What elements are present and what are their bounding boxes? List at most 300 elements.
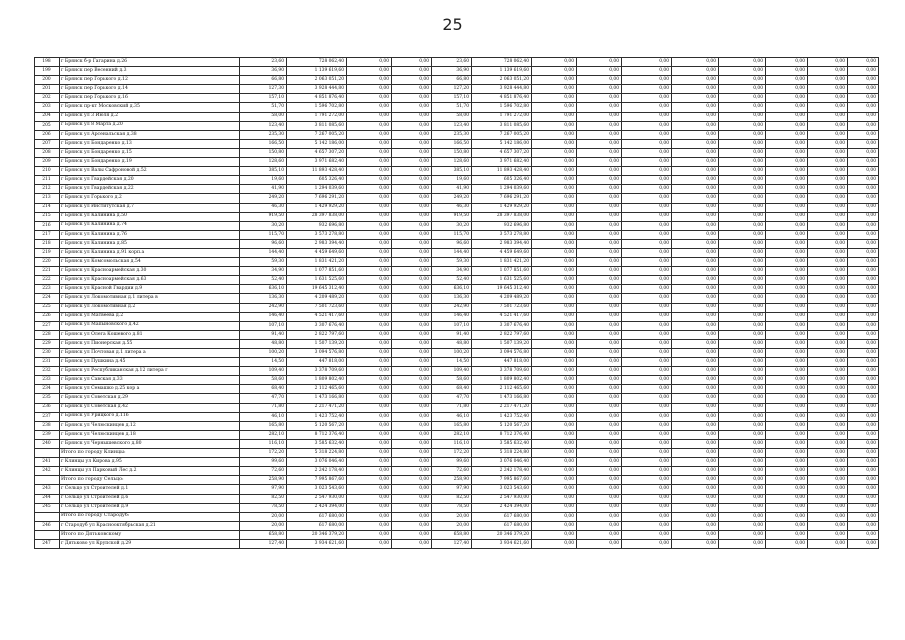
value-cell: 0,00 (672, 94, 719, 103)
address-cell: г Сельцо ул Строителей д.6 (60, 494, 240, 503)
value-cell: 127,30 (240, 85, 287, 94)
value-cell: 0,00 (808, 467, 848, 476)
value-cell: 0,00 (392, 376, 432, 385)
value-cell: 0,00 (719, 467, 766, 476)
value-cell: 0,00 (622, 412, 672, 421)
value-cell: 0,00 (622, 76, 672, 85)
value-cell: 0,00 (532, 276, 577, 285)
value-cell: 3 023 543,60 (472, 485, 532, 494)
value-cell: 4 657 307,20 (472, 148, 532, 157)
address-cell: г Сельцо ул Строителей д.9 (60, 503, 240, 512)
address-cell: г Брянск ул Челюскинцев д.18 (60, 430, 240, 439)
value-cell: 0,00 (347, 485, 392, 494)
row-number-cell: 234 (35, 385, 60, 394)
value-cell: 0,00 (719, 94, 766, 103)
value-cell: 0,00 (766, 85, 808, 94)
row-number-cell: 241 (35, 458, 60, 467)
row-number-cell: 243 (35, 485, 60, 494)
subtotal-label: Итого по городу Стародуб: (60, 512, 240, 521)
value-cell: 0,00 (766, 103, 808, 112)
value-cell: 0,00 (766, 485, 808, 494)
value-cell: 0,00 (808, 103, 848, 112)
address-cell: г Брянск ул Урицкого д.116 (60, 412, 240, 421)
value-cell: 0,00 (347, 285, 392, 294)
value-cell: 0,00 (766, 539, 808, 548)
address-cell: г Брянск ул Мапыновского д.42 (60, 321, 240, 330)
row-number-cell: 228 (35, 330, 60, 339)
address-cell: г Брянск пер Горького д.16 (60, 94, 240, 103)
value-cell: 7 501 723,60 (287, 303, 347, 312)
table-row (35, 439, 879, 448)
value-cell: 0,00 (347, 467, 392, 476)
address-cell: г Брянск ул Олега Кошевого д.81 (60, 330, 240, 339)
row-number-cell: 237 (35, 412, 60, 421)
value-cell: 0,00 (719, 312, 766, 321)
value-cell: 0,00 (766, 339, 808, 348)
row-number-cell: 245 (35, 503, 60, 512)
value-cell: 919,50 (240, 212, 287, 221)
value-cell: 0,00 (672, 276, 719, 285)
value-cell: 19,60 (432, 176, 472, 185)
value-cell: 3 307 676,40 (472, 321, 532, 330)
value-cell: 19 645 312,40 (472, 285, 532, 294)
table-row (35, 85, 879, 94)
value-cell: 0,00 (766, 376, 808, 385)
value-cell: 0,00 (848, 521, 879, 530)
value-cell: 128,60 (240, 158, 287, 167)
value-cell: 0,00 (766, 330, 808, 339)
value-cell: 3 076 046,40 (472, 458, 532, 467)
row-number-cell: 213 (35, 194, 60, 203)
value-cell: 0,00 (766, 503, 808, 512)
value-cell: 0,00 (347, 503, 392, 512)
value-cell: 11 893 428,40 (472, 167, 532, 176)
value-cell: 30,20 (240, 221, 287, 230)
value-cell: 0,00 (719, 321, 766, 330)
value-cell: 0,00 (392, 521, 432, 530)
value-cell: 0,00 (808, 258, 848, 267)
value-cell: 0,00 (577, 485, 622, 494)
value-cell: 0,00 (622, 67, 672, 76)
value-cell: 58,00 (240, 112, 287, 121)
value-cell: 0,00 (532, 267, 577, 276)
value-cell: 0,00 (577, 494, 622, 503)
value-cell: 0,00 (532, 121, 577, 130)
value-cell: 3 971 682,40 (472, 158, 532, 167)
address-cell: г Брянск ул Красноармейская д.30 (60, 267, 240, 276)
value-cell: 0,00 (532, 103, 577, 112)
value-cell: 4 459 649,60 (472, 248, 532, 257)
address-cell: г Брянск ул Матвеева д.2 (60, 312, 240, 321)
value-cell: 0,00 (848, 530, 879, 539)
value-cell: 36,90 (432, 67, 472, 76)
value-cell: 0,00 (719, 158, 766, 167)
value-cell: 0,00 (622, 339, 672, 348)
value-cell: 0,00 (848, 130, 879, 139)
value-cell: 0,00 (719, 267, 766, 276)
value-cell: 3 378 709,60 (472, 367, 532, 376)
value-cell: 0,00 (392, 203, 432, 212)
value-cell: 0,00 (848, 449, 879, 458)
table-row (35, 112, 879, 121)
value-cell: 5 142 186,00 (472, 139, 532, 148)
value-cell: 0,00 (719, 339, 766, 348)
value-cell: 0,00 (347, 212, 392, 221)
value-cell: 0,00 (766, 139, 808, 148)
value-cell: 0,00 (392, 67, 432, 76)
table-row (35, 485, 879, 494)
value-cell: 0,00 (808, 85, 848, 94)
value-cell: 3 094 576,80 (472, 349, 532, 358)
table-row (35, 212, 879, 221)
value-cell: 0,00 (808, 158, 848, 167)
value-cell: 0,00 (577, 130, 622, 139)
repair-register-table (34, 57, 879, 549)
value-cell: 0,00 (392, 467, 432, 476)
value-cell: 0,00 (672, 458, 719, 467)
row-number-cell (35, 476, 60, 485)
address-cell: г Брянск ул Гвардейская д.20 (60, 176, 240, 185)
value-cell: 0,00 (848, 148, 879, 157)
value-cell: 0,00 (532, 230, 577, 239)
row-number-cell: 244 (35, 494, 60, 503)
value-cell: 0,00 (347, 194, 392, 203)
value-cell: 0,00 (848, 376, 879, 385)
value-cell: 0,00 (347, 67, 392, 76)
table-row (35, 403, 879, 412)
value-cell: 0,00 (766, 494, 808, 503)
subtotal-row (35, 512, 879, 521)
value-cell: 3 934 621,60 (472, 539, 532, 548)
value-cell: 1 423 752,40 (287, 412, 347, 421)
value-cell: 68,40 (240, 385, 287, 394)
value-cell: 0,00 (392, 148, 432, 157)
value-cell: 23,60 (432, 58, 472, 67)
value-cell: 0,00 (672, 330, 719, 339)
value-cell: 1 473 166,80 (472, 394, 532, 403)
value-cell: 0,00 (392, 421, 432, 430)
value-cell: 0,00 (719, 148, 766, 157)
value-cell: 0,00 (577, 530, 622, 539)
value-cell: 0,00 (672, 76, 719, 85)
row-number-cell: 218 (35, 239, 60, 248)
row-number-cell: 222 (35, 276, 60, 285)
value-cell: 146,40 (432, 312, 472, 321)
value-cell: 0,00 (347, 158, 392, 167)
value-cell: 0,00 (577, 294, 622, 303)
value-cell: 0,00 (719, 458, 766, 467)
value-cell: 0,00 (808, 58, 848, 67)
value-cell: 58,60 (240, 376, 287, 385)
value-cell: 0,00 (808, 339, 848, 348)
value-cell: 1 809 802,40 (472, 376, 532, 385)
value-cell: 1 596 702,80 (472, 103, 532, 112)
value-cell: 0,00 (532, 221, 577, 230)
value-cell: 0,00 (766, 476, 808, 485)
value-cell: 52,40 (240, 276, 287, 285)
value-cell: 0,00 (719, 430, 766, 439)
value-cell: 0,00 (766, 521, 808, 530)
value-cell: 0,00 (719, 439, 766, 448)
value-cell: 0,00 (848, 221, 879, 230)
value-cell: 1 077 851,60 (287, 267, 347, 276)
value-cell: 123,40 (240, 121, 287, 130)
value-cell: 0,00 (808, 167, 848, 176)
value-cell: 0,00 (392, 294, 432, 303)
value-cell: 0,00 (808, 330, 848, 339)
value-cell: 0,00 (347, 185, 392, 194)
value-cell: 0,00 (848, 258, 879, 267)
value-cell: 0,00 (347, 203, 392, 212)
value-cell: 1 831 421,20 (472, 258, 532, 267)
value-cell: 0,00 (532, 521, 577, 530)
value-cell: 0,00 (719, 167, 766, 176)
value-cell: 0,00 (719, 376, 766, 385)
value-cell: 5 120 567,20 (472, 421, 532, 430)
value-cell: 617 680,00 (287, 521, 347, 530)
value-cell: 0,00 (392, 530, 432, 539)
value-cell: 5 120 567,20 (287, 421, 347, 430)
value-cell: 1 294 039,60 (472, 185, 532, 194)
value-cell: 0,00 (622, 403, 672, 412)
value-cell: 0,00 (672, 58, 719, 67)
value-cell: 0,00 (622, 494, 672, 503)
value-cell: 0,00 (672, 312, 719, 321)
value-cell: 68,40 (432, 385, 472, 394)
value-cell: 28 397 838,00 (287, 212, 347, 221)
value-cell: 617 680,00 (472, 521, 532, 530)
table-row (35, 185, 879, 194)
value-cell: 0,00 (577, 412, 622, 421)
value-cell: 0,00 (577, 194, 622, 203)
table-row (35, 294, 879, 303)
value-cell: 0,00 (347, 248, 392, 257)
value-cell: 0,00 (392, 85, 432, 94)
value-cell: 46,30 (240, 203, 287, 212)
value-cell: 3 934 621,60 (287, 539, 347, 548)
table-body (35, 58, 879, 549)
value-cell: 605 326,40 (287, 176, 347, 185)
value-cell: 59,30 (240, 258, 287, 267)
value-cell: 41,90 (432, 185, 472, 194)
subtotal-label: Итого по городу Сельцо: (60, 476, 240, 485)
subtotal-label: Итого по городу Клинцы: (60, 449, 240, 458)
value-cell: 2 112 465,60 (287, 385, 347, 394)
row-number-cell: 225 (35, 303, 60, 312)
value-cell: 0,00 (532, 321, 577, 330)
value-cell: 46,10 (432, 412, 472, 421)
value-cell: 128,60 (432, 158, 472, 167)
value-cell: 0,00 (766, 203, 808, 212)
value-cell: 0,00 (577, 267, 622, 276)
value-cell: 0,00 (622, 376, 672, 385)
value-cell: 0,00 (347, 267, 392, 276)
value-cell: 7 696 291,20 (472, 194, 532, 203)
value-cell: 0,00 (347, 239, 392, 248)
value-cell: 0,00 (347, 394, 392, 403)
value-cell: 0,00 (719, 285, 766, 294)
value-cell: 2 217 471,20 (472, 403, 532, 412)
value-cell: 127,40 (432, 539, 472, 548)
value-cell: 0,00 (719, 121, 766, 130)
value-cell: 0,00 (577, 185, 622, 194)
value-cell: 0,00 (808, 139, 848, 148)
value-cell: 0,00 (392, 276, 432, 285)
value-cell: 0,00 (392, 194, 432, 203)
value-cell: 0,00 (719, 530, 766, 539)
value-cell: 0,00 (848, 294, 879, 303)
value-cell: 0,00 (766, 458, 808, 467)
value-cell: 0,00 (577, 403, 622, 412)
row-number-cell: 215 (35, 212, 60, 221)
value-cell: 0,00 (848, 139, 879, 148)
value-cell: 0,00 (532, 258, 577, 267)
table-row (35, 458, 879, 467)
value-cell: 0,00 (808, 439, 848, 448)
row-number-cell: 226 (35, 312, 60, 321)
value-cell: 0,00 (532, 439, 577, 448)
value-cell: 0,00 (848, 458, 879, 467)
value-cell: 4 521 417,60 (287, 312, 347, 321)
row-number-cell: 219 (35, 248, 60, 257)
value-cell: 66,80 (432, 76, 472, 85)
table-row (35, 539, 879, 548)
value-cell: 0,00 (577, 230, 622, 239)
value-cell: 0,00 (622, 458, 672, 467)
value-cell: 51,70 (240, 103, 287, 112)
value-cell: 0,00 (347, 94, 392, 103)
value-cell: 0,00 (622, 212, 672, 221)
table-row (35, 385, 879, 394)
row-number-cell: 236 (35, 403, 60, 412)
value-cell: 0,00 (672, 67, 719, 76)
value-cell: 46,10 (240, 412, 287, 421)
value-cell: 0,00 (347, 476, 392, 485)
value-cell: 0,00 (532, 130, 577, 139)
value-cell: 0,00 (808, 421, 848, 430)
value-cell: 0,00 (347, 439, 392, 448)
row-number-cell: 203 (35, 103, 60, 112)
table-row (35, 276, 879, 285)
value-cell: 0,00 (577, 94, 622, 103)
value-cell: 20 346 379,20 (287, 530, 347, 539)
value-cell: 0,00 (672, 258, 719, 267)
value-cell: 0,00 (672, 421, 719, 430)
value-cell: 0,00 (577, 139, 622, 148)
value-cell: 636,10 (432, 285, 472, 294)
value-cell: 0,00 (848, 176, 879, 185)
value-cell: 0,00 (347, 321, 392, 330)
value-cell: 0,00 (577, 503, 622, 512)
value-cell: 46,30 (432, 203, 472, 212)
address-cell: г Брянск ул Калинина д.91 корп.а (60, 248, 240, 257)
value-cell: 0,00 (848, 385, 879, 394)
value-cell: 0,00 (719, 358, 766, 367)
address-cell: г Стародуб ул Краснооктябрьская д.21 (60, 521, 240, 530)
value-cell: 0,00 (808, 112, 848, 121)
value-cell: 3 023 543,60 (287, 485, 347, 494)
value-cell: 0,00 (719, 485, 766, 494)
value-cell: 0,00 (622, 203, 672, 212)
value-cell: 2 112 465,60 (472, 385, 532, 394)
value-cell: 0,00 (392, 94, 432, 103)
value-cell: 0,00 (848, 512, 879, 521)
value-cell: 0,00 (392, 494, 432, 503)
value-cell: 30,20 (432, 221, 472, 230)
row-number-cell: 202 (35, 94, 60, 103)
value-cell: 0,00 (848, 367, 879, 376)
value-cell: 0,00 (392, 412, 432, 421)
value-cell: 115,70 (240, 230, 287, 239)
address-cell: г Брянск ул Челюскинцев д.12 (60, 421, 240, 430)
value-cell: 0,00 (622, 121, 672, 130)
value-cell: 385,10 (240, 167, 287, 176)
value-cell: 0,00 (577, 212, 622, 221)
address-cell: г Брянск ул Красной Гвардии д.9 (60, 285, 240, 294)
value-cell: 0,00 (672, 358, 719, 367)
value-cell: 0,00 (848, 203, 879, 212)
value-cell: 144,40 (240, 248, 287, 257)
value-cell: 0,00 (532, 339, 577, 348)
value-cell: 1 507 139,20 (287, 339, 347, 348)
value-cell: 0,00 (392, 158, 432, 167)
value-cell: 0,00 (532, 421, 577, 430)
value-cell: 0,00 (532, 403, 577, 412)
value-cell: 0,00 (622, 258, 672, 267)
value-cell: 258,90 (432, 476, 472, 485)
value-cell: 0,00 (577, 476, 622, 485)
value-cell: 0,00 (577, 303, 622, 312)
value-cell: 0,00 (577, 521, 622, 530)
value-cell: 0,00 (347, 130, 392, 139)
row-number-cell (35, 512, 60, 521)
value-cell: 0,00 (808, 430, 848, 439)
value-cell: 0,00 (532, 449, 577, 458)
value-cell: 0,00 (392, 367, 432, 376)
value-cell: 0,00 (672, 221, 719, 230)
value-cell: 52,40 (432, 276, 472, 285)
value-cell: 0,00 (532, 476, 577, 485)
value-cell: 0,00 (392, 139, 432, 148)
value-cell: 0,00 (577, 276, 622, 285)
value-cell: 0,00 (766, 421, 808, 430)
value-cell: 123,40 (432, 121, 472, 130)
value-cell: 99,60 (240, 458, 287, 467)
value-cell: 3 094 576,80 (287, 349, 347, 358)
row-number-cell: 212 (35, 185, 60, 194)
value-cell: 0,00 (848, 58, 879, 67)
value-cell: 0,00 (848, 349, 879, 358)
value-cell: 0,00 (766, 430, 808, 439)
row-number-cell: 220 (35, 258, 60, 267)
value-cell: 0,00 (808, 285, 848, 294)
row-number-cell: 199 (35, 67, 60, 76)
value-cell: 0,00 (622, 476, 672, 485)
value-cell: 3 585 632,40 (472, 439, 532, 448)
value-cell: 0,00 (622, 530, 672, 539)
value-cell: 1 429 929,20 (472, 203, 532, 212)
address-cell: г Брянск ул Валы Сафроновой д.52 (60, 167, 240, 176)
value-cell: 99,60 (432, 458, 472, 467)
value-cell: 636,10 (240, 285, 287, 294)
value-cell: 2 424 394,00 (287, 503, 347, 512)
value-cell: 0,00 (808, 376, 848, 385)
value-cell: 127,20 (432, 85, 472, 94)
row-number-cell: 239 (35, 430, 60, 439)
value-cell: 0,00 (808, 194, 848, 203)
value-cell: 0,00 (672, 494, 719, 503)
value-cell: 0,00 (672, 349, 719, 358)
